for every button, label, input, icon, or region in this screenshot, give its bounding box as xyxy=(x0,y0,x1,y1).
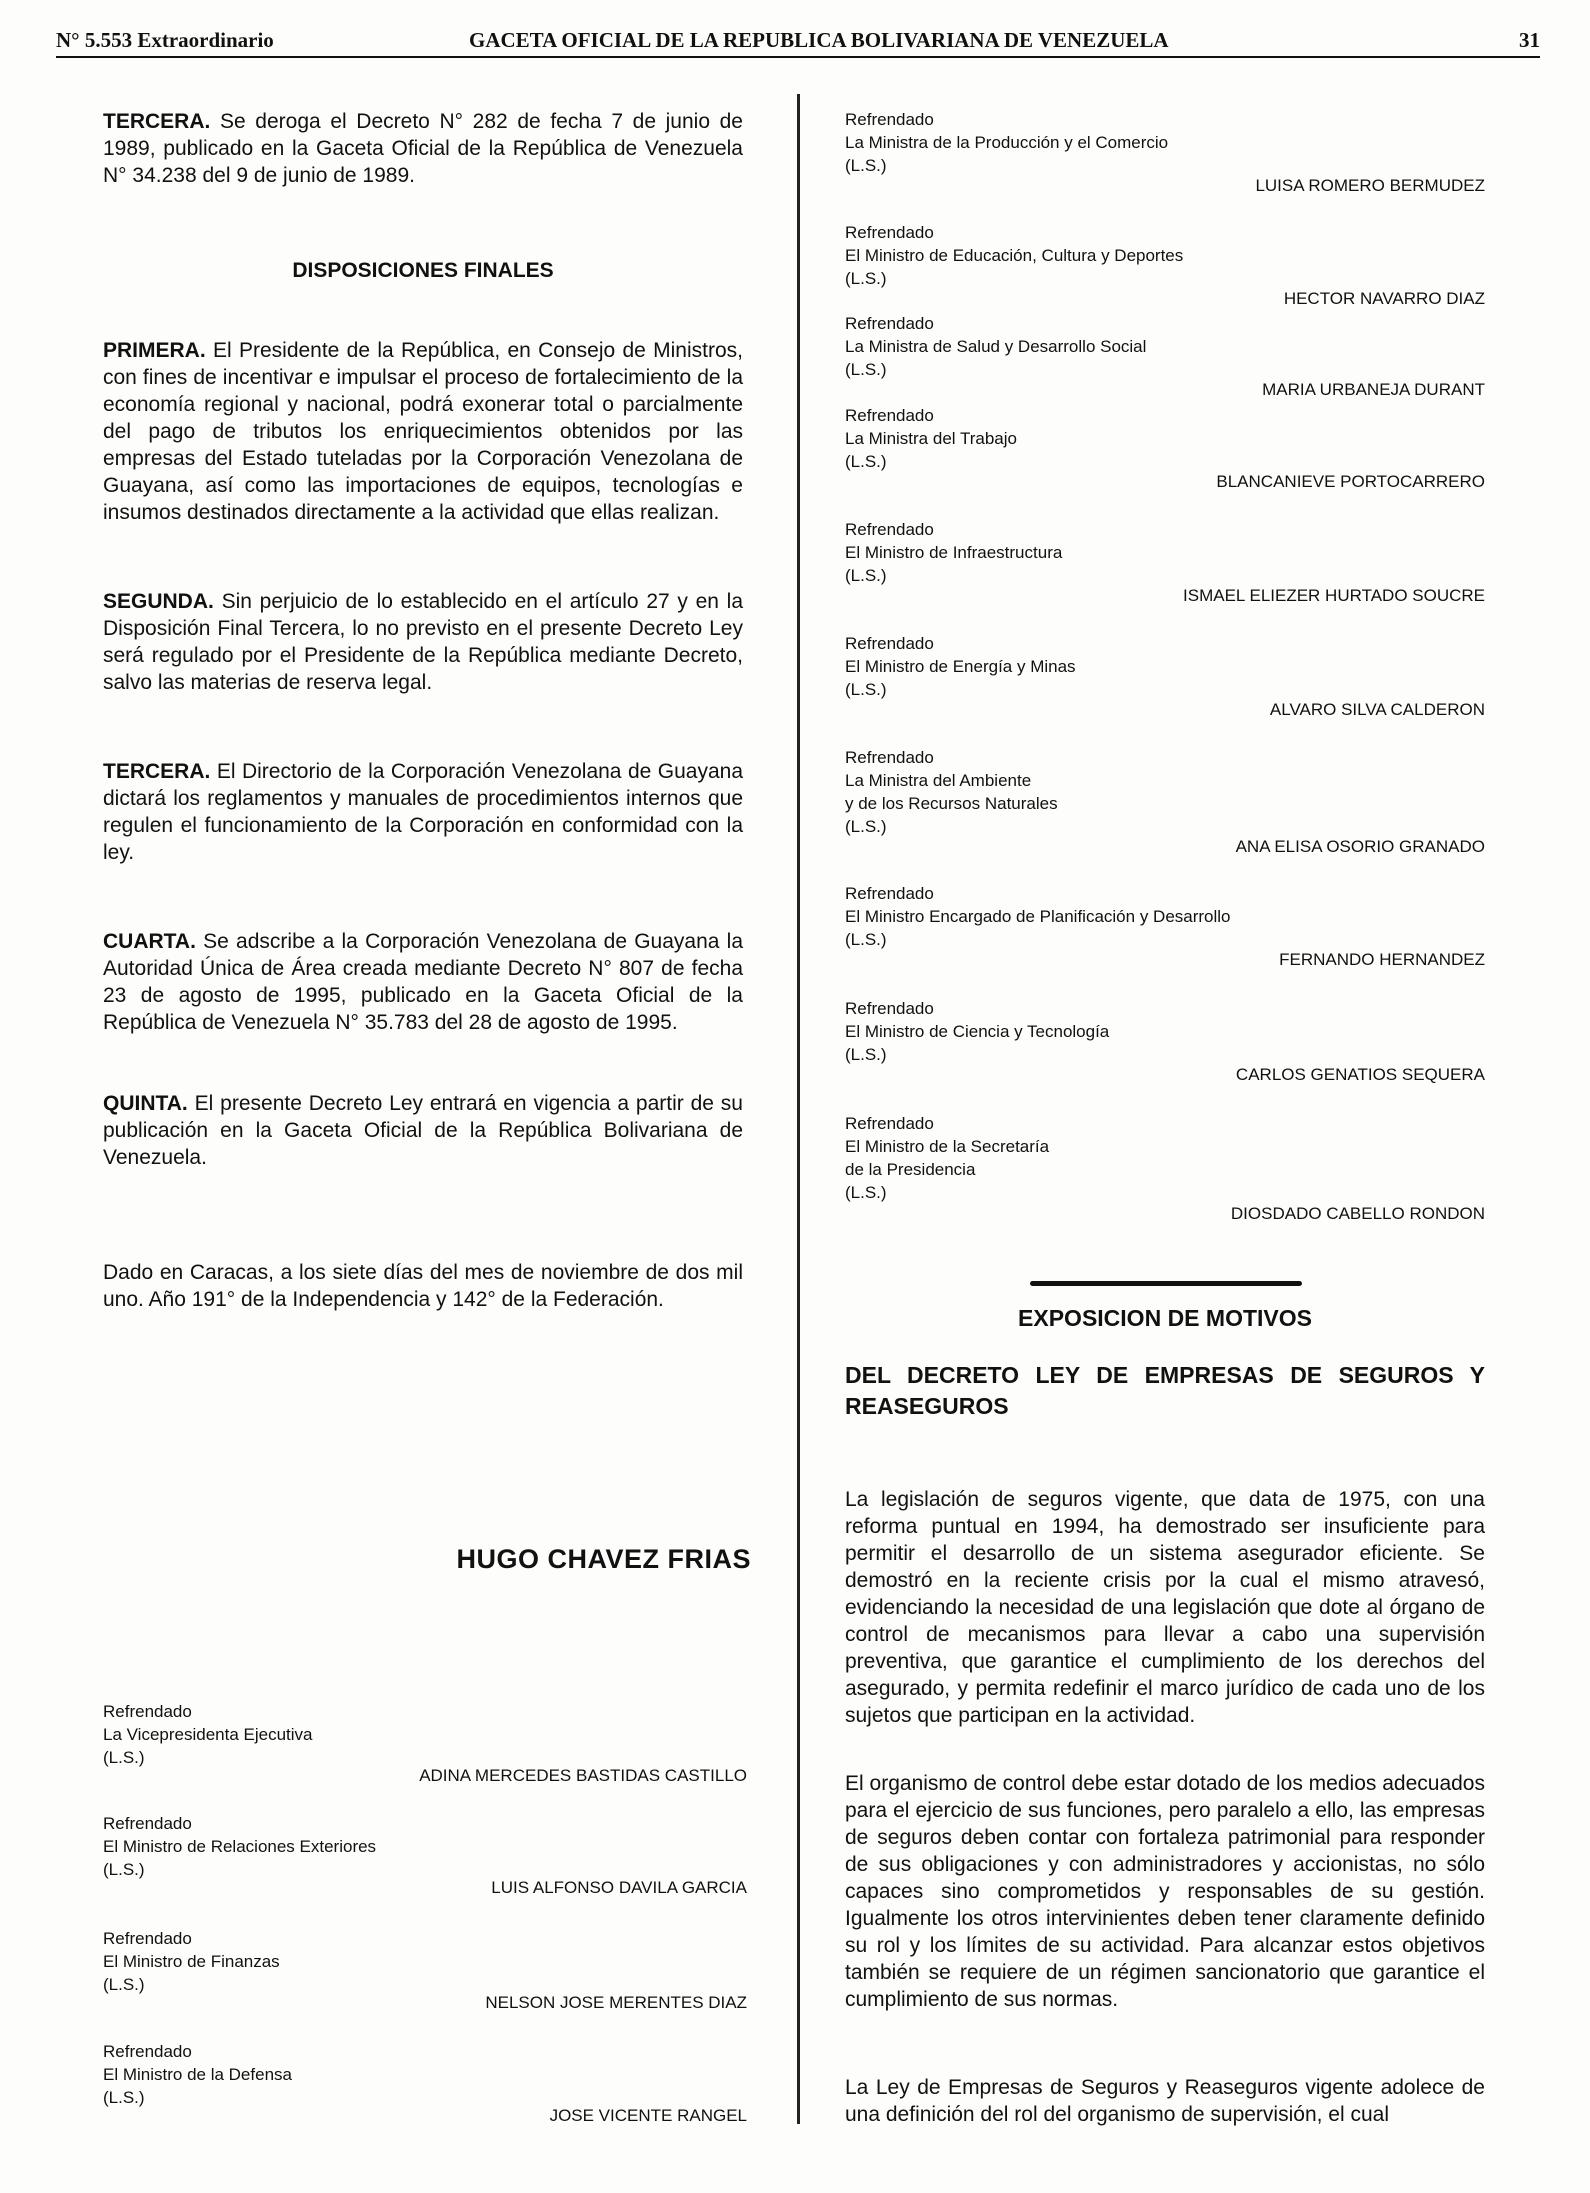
refrendo-block xyxy=(845,108,1485,198)
signer-name: JOSE VICENTE RANGEL xyxy=(549,2106,747,2125)
refrendado-label: Refrendado xyxy=(845,1114,934,1133)
article-label: TERCERA. xyxy=(103,760,211,783)
ls-mark: (L.S.) xyxy=(845,1045,887,1064)
refrendado-label: Refrendado xyxy=(845,634,934,653)
minister-role: La Vicepresidenta Ejecutiva xyxy=(103,1725,313,1744)
page-number: 31 xyxy=(1519,28,1540,52)
signer-name: HECTOR NAVARRO DIAZ xyxy=(1283,289,1485,308)
refrendado-label: Refrendado xyxy=(845,223,934,242)
minister-role-continued: de la Presidencia xyxy=(845,1160,976,1179)
refrendado-label: Refrendado xyxy=(845,406,934,425)
article-quinta xyxy=(103,1090,743,1171)
issue-number: N° 5.553 Extraordinario xyxy=(56,28,274,52)
article-text: Se adscribe a la Corporación Venezolana de Guayana la Autoridad Única de Área creada mediante Decreto N° 807 de fecha 23 de agosto de 1995, publicado en la Gaceta Oficial de la República de Venezuela N° 35.783 del 28 de agosto de 1995. xyxy=(103,930,743,1034)
ls-mark: (L.S.) xyxy=(845,566,887,585)
gazette-title: GACETA OFICIAL DE LA REPUBLICA BOLIVARIANA DE VENEZUELA xyxy=(469,28,1169,52)
column-divider xyxy=(797,94,800,2124)
minister-role: El Ministro Encargado de Planificación y Desarrollo xyxy=(845,907,1231,926)
ls-mark: (L.S.) xyxy=(845,930,887,949)
signer-name: NELSON JOSE MERENTES DIAZ xyxy=(485,1993,747,2012)
signer-name: MARIA URBANEJA DURANT xyxy=(1262,380,1485,399)
signer-name: FERNANDO HERNANDEZ xyxy=(1279,950,1485,969)
minister-role: La Ministra del Ambiente xyxy=(845,771,1032,790)
refrendado-label: Refrendado xyxy=(845,884,934,903)
minister-role: La Ministra de la Producción y el Comercio xyxy=(845,133,1169,152)
section-heading-disposiciones: DISPOSICIONES FINALES xyxy=(292,259,554,282)
refrendado-label: Refrendado xyxy=(845,314,934,333)
signer-name: DIOSDADO CABELLO RONDON xyxy=(1230,1204,1485,1223)
minister-role: El Ministro de Ciencia y Tecnología xyxy=(845,1022,1110,1041)
article-label: CUARTA. xyxy=(103,930,196,953)
signer-name: ALVARO SILVA CALDERON xyxy=(1269,700,1485,719)
ls-mark: (L.S.) xyxy=(845,1183,887,1202)
signer-name: ISMAEL ELIEZER HURTADO SOUCRE xyxy=(1183,586,1485,605)
refrendado-label: Refrendado xyxy=(103,1929,192,1948)
refrendo-block xyxy=(103,1700,747,1800)
refrendado-label: Refrendado xyxy=(103,2042,192,2061)
dado-en-caracas: Dado en Caracas, a los siete días del mes de noviembre de dos mil uno. Año 191° de la Independencia y 142° de la Federación. xyxy=(103,1261,743,1311)
exposicion-subtitle: DEL DECRETO LEY DE EMPRESAS DE SEGUROS Y REASEGUROS xyxy=(845,1362,1485,1419)
article-primera xyxy=(103,337,743,526)
article-tercera-derogatoria xyxy=(103,108,743,189)
exposicion-paragraph-3: La Ley de Empresas de Seguros y Reaseguros vigente adolece de una definición del rol del organismo de supervisión, el cual xyxy=(845,2076,1485,2126)
signer-name: LUISA ROMERO BERMUDEZ xyxy=(1255,176,1485,195)
minister-role: El Ministro de la Secretaría xyxy=(845,1137,1050,1156)
page-header xyxy=(56,26,1540,58)
refrendo-block xyxy=(845,518,1485,608)
exposicion-paragraph-2: El organismo de control debe estar dotado de los medios adecuados para el ejercicio de sus funciones, pero paralelo a ello, las empresas de seguros deben contar con fortaleza patrimonial para responder de sus obligaciones y con administradores y accionistas, no sólo capaces sino comprometidos y responsables de su gestión. Igualmente los otros intervinientes deben tener claramente definido su rol y los límites de su actividad. Para alcanzar estos objetivos también se requiere de un régimen sancionatorio que garantice el cumplimiento de sus normas. xyxy=(845,1772,1485,2011)
article-text: Sin perjuicio de lo establecido en el artículo 27 y en la Disposición Final Tercera, lo no previsto en el presente Decreto Ley será regulado por el Presidente de la República mediante Decreto, salvo las materias de reserva legal. xyxy=(103,590,743,694)
minister-role: La Ministra de Salud y Desarrollo Social xyxy=(845,337,1147,356)
minister-role: El Ministro de Energía y Minas xyxy=(845,657,1076,676)
exposicion-paragraph-1: La legislación de seguros vigente, que data de 1975, con una reforma puntual en 1994, ha demostrado ser insuficiente para permitir el desarrollo de un sistema asegurador eficiente. Se demostró en la reciente crisis por la cual el mismo atravesó, evidenciando la necesidad de una legislación que dote al órgano de control de mecanismos para llevar a cabo una supervisión preventiva, que garantice el cumplimiento de los derechos del asegurado, y permita redefinir el marco jurídico de cada uno de los sujetos que participan en la actividad. xyxy=(845,1488,1485,1727)
article-text: El Directorio de la Corporación Venezolana de Guayana dictará los reglamentos y manuales de procedimientos internos que regulen el funcionamiento de la Corporación en conformidad con la ley. xyxy=(103,760,743,864)
ls-mark: (L.S.) xyxy=(845,680,887,699)
article-label: TERCERA. xyxy=(103,110,211,133)
article-text: Se deroga el Decreto N° 282 de fecha 7 de junio de 1989, publicado en la Gaceta Oficial de la República de Venezuela N° 34.238 del 9 de junio de 1989. xyxy=(103,110,743,187)
refrendado-label: Refrendado xyxy=(845,999,934,1018)
minister-role: El Ministro de la Defensa xyxy=(103,2065,292,2084)
ls-mark: (L.S.) xyxy=(845,156,887,175)
ls-mark: (L.S.) xyxy=(103,1748,145,1767)
refrendo-block xyxy=(845,632,1485,722)
ls-mark: (L.S.) xyxy=(845,452,887,471)
ls-mark: (L.S.) xyxy=(103,1860,145,1879)
refrendado-label: Refrendado xyxy=(103,1814,192,1833)
refrendo-block xyxy=(103,1927,747,2027)
refrendado-label: Refrendado xyxy=(103,1702,192,1721)
minister-role: El Ministro de Finanzas xyxy=(103,1952,280,1971)
article-label: SEGUNDA. xyxy=(103,590,214,613)
signer-name: BLANCANIEVE PORTOCARRERO xyxy=(1216,472,1485,491)
ls-mark: (L.S.) xyxy=(845,269,887,288)
minister-role-continued: y de los Recursos Naturales xyxy=(845,794,1058,813)
article-label: QUINTA. xyxy=(103,1092,188,1115)
ls-mark: (L.S.) xyxy=(103,1975,145,1994)
article-text: El presente Decreto Ley entrará en vigencia a partir de su publicación en la Gaceta Oficial de la República Bolivariana de Venezuela. xyxy=(103,1092,743,1169)
signer-name: ADINA MERCEDES BASTIDAS CASTILLO xyxy=(419,1766,747,1785)
minister-role: El Ministro de Relaciones Exteriores xyxy=(103,1837,377,1856)
refrendo-block xyxy=(103,2040,747,2140)
refrendado-label: Refrendado xyxy=(845,110,934,129)
article-segunda xyxy=(103,588,743,696)
refrendo-block xyxy=(845,882,1485,972)
signer-name: CARLOS GENATIOS SEQUERA xyxy=(1235,1065,1485,1084)
refrendado-label: Refrendado xyxy=(845,520,934,539)
article-tercera xyxy=(103,758,743,866)
refrendo-block xyxy=(103,1812,747,1912)
refrendo-block xyxy=(845,997,1485,1087)
refrendo-block xyxy=(845,746,1485,861)
refrendo-block xyxy=(845,404,1485,494)
minister-role: El Ministro de Infraestructura xyxy=(845,543,1063,562)
article-text: El Presidente de la República, en Consejo de Ministros, con fines de incentivar e impulsar el proceso de fortalecimiento de la economía regional y nacional, podrá exonerar total o parcialmente del pago de tributos los enriquecimientos obtenidos por las empresas del Estado tuteladas por la Corporación Venezolana de Guayana, así como las importaciones de equipos, tecnologías e insumos destinados directamente a la actividad que ellas realizan. xyxy=(103,339,743,524)
minister-role: El Ministro de Educación, Cultura y Deportes xyxy=(845,246,1184,265)
left-column xyxy=(103,108,743,1375)
president-signature: HUGO CHAVEZ FRIAS xyxy=(456,1544,751,1574)
refrendado-label: Refrendado xyxy=(845,748,934,767)
ls-mark: (L.S.) xyxy=(845,817,887,836)
refrendo-block xyxy=(845,312,1485,402)
section-separator xyxy=(1030,1281,1302,1286)
exposicion-title: EXPOSICION DE MOTIVOS xyxy=(1018,1305,1312,1331)
minister-role: La Ministra del Trabajo xyxy=(845,429,1017,448)
signer-name: ANA ELISA OSORIO GRANADO xyxy=(1235,837,1485,856)
ls-mark: (L.S.) xyxy=(845,360,887,379)
refrendo-block xyxy=(845,1112,1485,1227)
article-label: PRIMERA. xyxy=(103,339,206,362)
signer-name: LUIS ALFONSO DAVILA GARCIA xyxy=(491,1878,747,1897)
article-cuarta xyxy=(103,928,743,1036)
ls-mark: (L.S.) xyxy=(103,2088,145,2107)
refrendo-block xyxy=(845,221,1485,311)
